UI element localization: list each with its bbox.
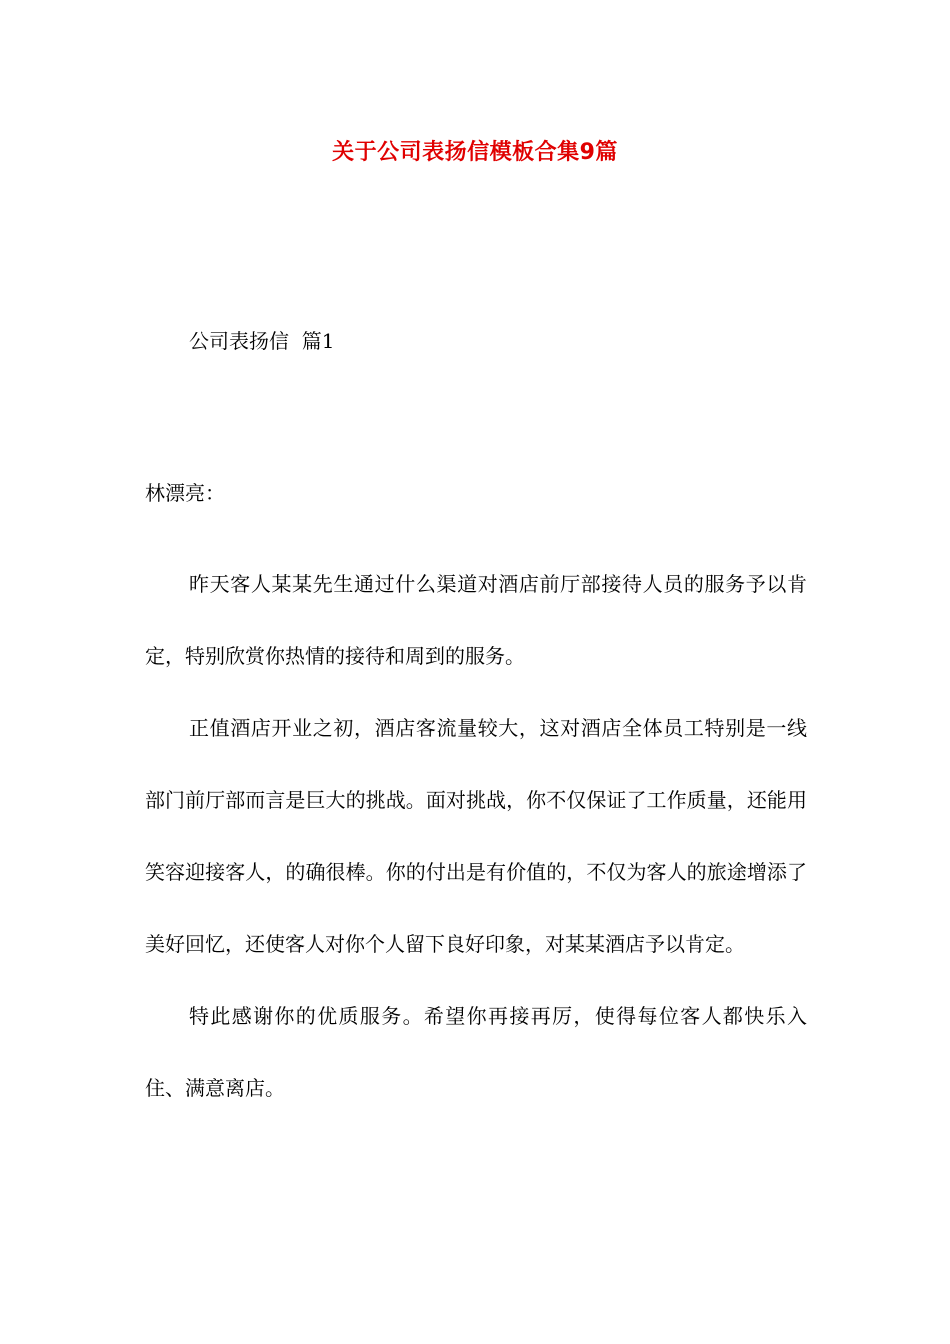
paragraph-3: 特此感谢你的优质服务。希望你再接再厉，使得每位客人都快乐入住、满意离店。 <box>145 1004 807 1100</box>
paragraph-1: 昨天客人某某先生通过什么渠道对酒店前厅部接待人员的服务予以肯定，特别欣赏你热情的接待和周到的服务。 <box>145 572 807 668</box>
paragraph-2: 正值酒店开业之初，酒店客流量较大，这对酒店全体员工特别是一线部门前厅部而言是巨大的挑战。面对挑战，你不仅保证了工作质量，还能用笑容迎接客人，的确很棒。你的付出是有价值的，不仅为客人的旅途增添了美好回忆，还使客人对你个人留下良好印象，对某某酒店予以肯定。 <box>145 716 807 956</box>
document-title: 关于公司表扬信模板合集9篇 <box>332 140 618 165</box>
salutation: 林漂亮： <box>145 481 225 505</box>
letter-body <box>145 548 807 1124</box>
section-heading: 公司表扬信 篇1 <box>189 329 335 353</box>
